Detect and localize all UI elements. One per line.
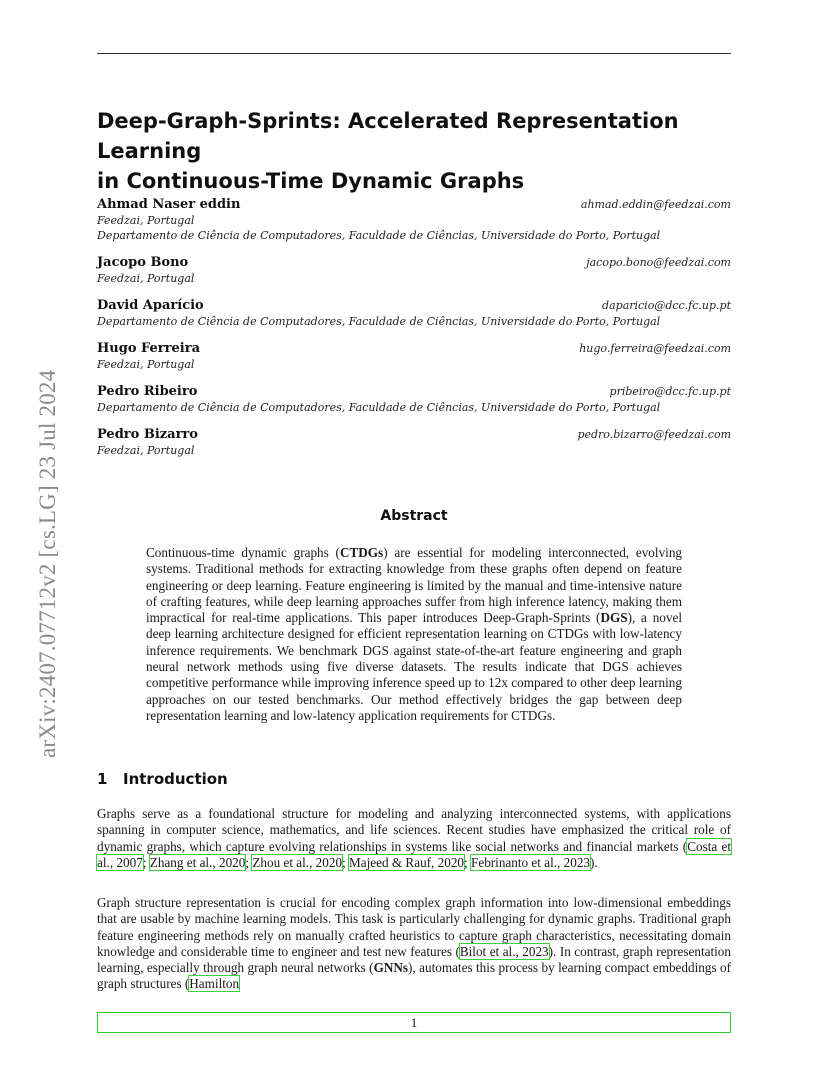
author-affiliation: Departamento de Ciência de Computadores, Faculdade de Ciências, Universidade do Porto, Portugal	[97, 229, 661, 242]
citation-link[interactable]: Zhou et al., 2020	[252, 854, 343, 870]
author-email[interactable]: ahmad.eddin@feedzai.com	[580, 198, 731, 211]
author-block	[97, 298, 731, 329]
section-heading	[97, 770, 228, 788]
author-name: Jacopo Bono	[97, 255, 189, 270]
abstract-text	[146, 545, 682, 724]
citation-separator: ;	[142, 854, 150, 870]
author-email[interactable]: daparicio@dcc.fc.up.pt	[602, 299, 731, 312]
page-number: 1	[410, 1015, 418, 1030]
author-affiliation: Departamento de Ciência de Computadores, Faculdade de Ciências, Universidade do Porto, Portugal	[97, 315, 661, 328]
title-line-1: Deep-Graph-Sprints: Accelerated Representation Learning	[97, 109, 679, 163]
author-affiliation: Feedzai, Portugal	[97, 444, 195, 457]
author-affiliation: Feedzai, Portugal	[97, 272, 195, 285]
author-email[interactable]: pribeiro@dcc.fc.up.pt	[609, 385, 731, 398]
author-affiliation: Feedzai, Portugal	[97, 358, 195, 371]
title-line-2: in Continuous-Time Dynamic Graphs	[97, 169, 525, 193]
abstract-text-part: ), a novel deep learning architecture designed for efficient representation learning on CTDGs with low-latency inference requirements. We benchmark DGS against state-of-the-art feature engineering and graph neural network methods using five diverse datasets. The results indicate that DGS achieves competitive performance while improving inference speed up to 12x compared to other deep learning approaches on our tested benchmarks. Our method effectively bridges the gap between deep representation learning and low-latency application requirements for CTDGs.	[146, 610, 682, 723]
author-email[interactable]: jacopo.bono@feedzai.com	[586, 256, 731, 269]
citation-link[interactable]: Hamilton	[189, 976, 240, 992]
author-block	[97, 427, 731, 458]
citation-link[interactable]: Febrinanto et al., 2023	[471, 854, 591, 870]
section-title: Introduction	[123, 770, 228, 788]
abstract-heading: Abstract	[380, 508, 448, 524]
citation-separator: ;	[464, 854, 471, 870]
abstract-text-part: ) are essential for modeling interconnected, evolving systems. Traditional methods for extracting knowledge from these graphs often depend on feature engineering or deep learning. Feature engineering is limited by the manual and time-intensive nature of crafting features, while deep learning approaches suffer from high inference latency, making them impractical for real-time applications. This paper introduces Deep-Graph-Sprints (	[146, 545, 683, 626]
author-name: David Aparício	[97, 298, 204, 313]
paragraph-text: Graph structure representation is crucial for encoding complex graph information into low-dimensional embeddings that are usable by machine learning models. This task is particularly challenging for dynamic graphs. Traditional graph feature engineering methods rely on manually crafted heuristics to capture graph characteristics, necessitating domain knowledge and considerable time to engineer and test new features (	[97, 895, 731, 959]
abstract-bold-term: DGS	[600, 610, 628, 626]
citation-link[interactable]: Costa et al., 2007	[97, 838, 731, 870]
author-affiliation: Departamento de Ciência de Computadores, Faculdade de Ciências, Universidade do Porto, Portugal	[97, 401, 661, 414]
author-name: Pedro Bizarro	[97, 427, 198, 442]
arxiv-stamp: arXiv:2407.07712v2 [cs.LG] 23 Jul 2024	[35, 369, 60, 758]
bold-term: GNNs	[373, 960, 408, 976]
author-name: Pedro Ribeiro	[97, 384, 198, 399]
paragraph-text: ), automates this process by learning compact embeddings of graph structures (	[97, 960, 731, 992]
header-rule	[97, 53, 731, 54]
intro-paragraph-2	[97, 895, 731, 993]
intro-paragraph-1	[97, 806, 731, 871]
citation-link[interactable]: Bilot et al., 2023	[459, 943, 549, 959]
abstract-text-part: Continuous-time dynamic graphs (	[146, 545, 340, 560]
section-number: 1	[97, 770, 108, 788]
citation-link[interactable]: Majeed & Rauf, 2020	[349, 854, 465, 870]
author-block	[97, 384, 731, 415]
abstract-bold-term: CTDGs	[339, 545, 384, 560]
paragraph-text: Graphs serve as a foundational structure for modeling and analyzing interconnected systems, with applications spanning in computer science, mathematics, and life sciences. Recent studies have emphasized the critical role of dynamic graphs, which capture evolving relationships in systems like social networks and financial markets (	[97, 806, 731, 854]
author-name: Ahmad Naser eddin	[97, 197, 241, 212]
paper-title	[97, 106, 737, 196]
citation-link[interactable]: Zhang et al., 2020	[149, 854, 246, 870]
citation-separator: ;	[342, 854, 350, 870]
author-block	[97, 255, 731, 286]
author-name: Hugo Ferreira	[97, 341, 200, 356]
paragraph-text: ).	[590, 854, 598, 870]
author-affiliation: Feedzai, Portugal	[97, 214, 195, 227]
author-block	[97, 341, 731, 372]
author-block	[97, 197, 731, 243]
author-email[interactable]: pedro.bizarro@feedzai.com	[577, 428, 731, 441]
citation-separator: ;	[245, 854, 253, 870]
paragraph-text: ). In contrast, graph representation learning, especially through graph neural networks (	[97, 943, 731, 976]
author-list	[97, 197, 731, 470]
author-email[interactable]: hugo.ferreira@feedzai.com	[579, 342, 731, 355]
